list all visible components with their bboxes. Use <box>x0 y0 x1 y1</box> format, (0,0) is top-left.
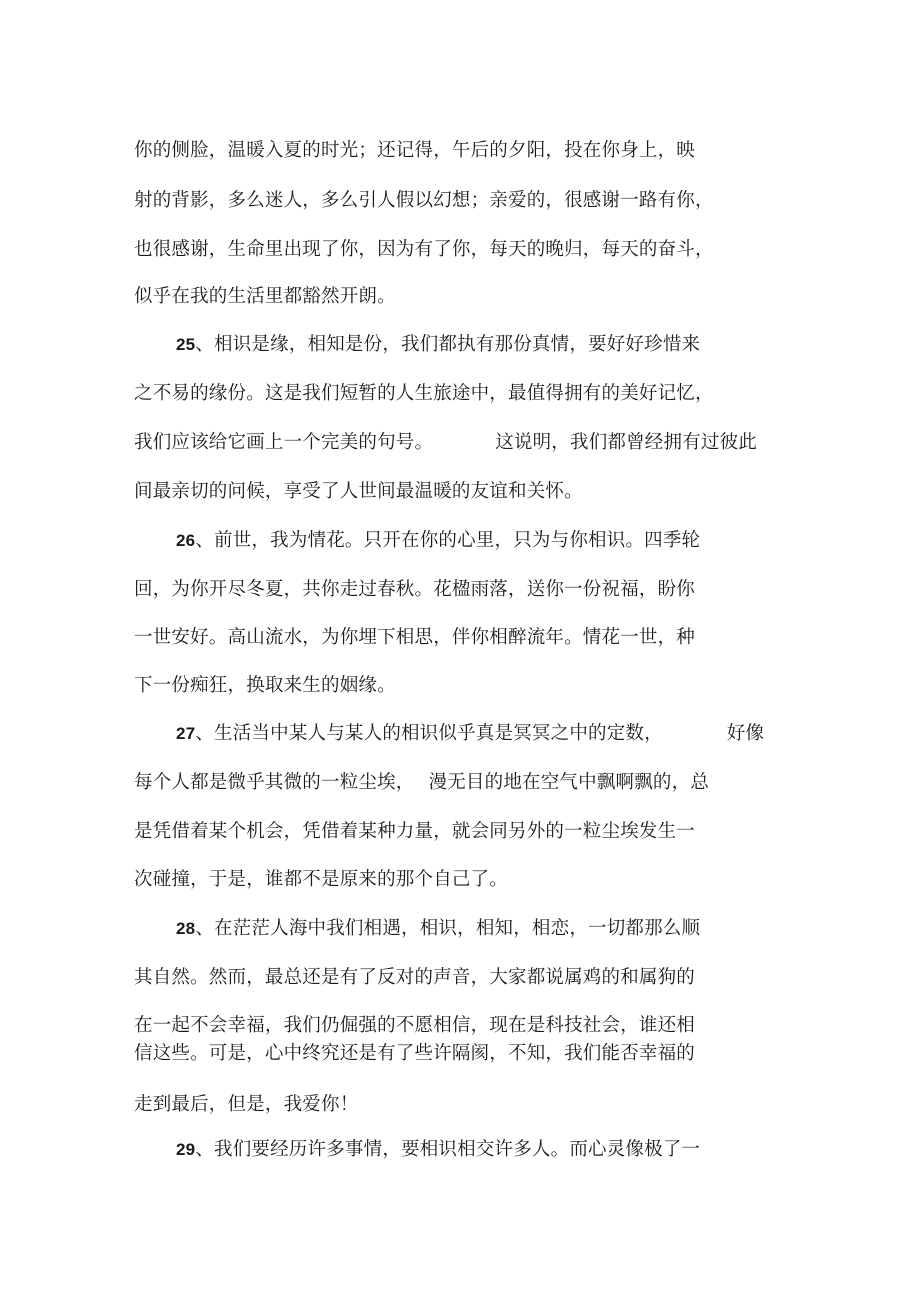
paragraph-26-number: 26 <box>176 531 196 550</box>
paragraph-28-line-3: 在一起不会幸福，我们仍倔强的不愿相信，现在是科技社会，谁还相 <box>134 1015 696 1036</box>
paragraph-24-line-1: 你的侧脸，温暖入夏的时光；还记得，午后的夕阳，投在你身上，映 <box>134 140 696 161</box>
paragraph-27-line-2 <box>134 771 709 795</box>
paragraph-26-line-2: 回，为你开尽冬夏，共你走过春秋。花楹雨落，送你一份祝福，盼你 <box>134 579 696 600</box>
paragraph-25-number: 25 <box>176 335 196 354</box>
paragraph-28-line-1-text: 、在茫茫人海中我们相遇，相识，相知，相恋，一切都那么顺 <box>195 918 701 939</box>
paragraph-27-line-1a: 、生活当中某人与某人的相识似乎真是冥冥之中的定数， <box>195 723 663 744</box>
paragraph-25-line-4: 间最亲切的问候，享受了人世间最温暖的友谊和关怀。 <box>134 481 583 502</box>
paragraph-26-line-3: 一世安好。高山流水，为你埋下相思，伴你相醉流年。情花一世，种 <box>134 627 696 648</box>
paragraph-27-line-2b: 漫无目的地在空气中飘啊飘的，总 <box>428 772 710 793</box>
paragraph-25-line-3b: 这说明，我们都曾经拥有过彼此 <box>495 432 758 453</box>
paragraph-27-line-4: 次碰撞，于是，谁都不是原来的那个自己了。 <box>134 869 509 890</box>
paragraph-24-line-3: 也很感谢，生命里出现了你，因为有了你，每天的晚归，每天的奋斗， <box>134 239 714 260</box>
paragraph-25-line-3 <box>134 431 757 455</box>
paragraph-25-line-1 <box>176 333 700 357</box>
paragraph-26-line-1 <box>176 529 700 553</box>
paragraph-27-line-1b: 好像 <box>726 723 765 744</box>
paragraph-25-line-3a: 我们应该给它画上一个完美的句号。 <box>134 432 434 453</box>
paragraph-29-line-1-text: 、我们要经历许多事情，要相识相交许多人。而心灵像极了一 <box>195 1139 701 1160</box>
paragraph-24-line-2: 射的背影，多么迷人，多么引人假以幻想；亲爱的，很感谢一路有你， <box>134 190 714 211</box>
paragraph-24-line-4: 似乎在我的生活里都豁然开朗。 <box>134 286 396 307</box>
paragraph-26-line-1-text: 、前世，我为情花。只开在你的心里，只为与你相识。四季轮 <box>195 530 701 551</box>
paragraph-26-line-4: 下一份痴狂，换取来生的姻缘。 <box>134 675 396 696</box>
paragraph-27-line-2a: 每个人都是微乎其微的一粒尘埃， <box>134 772 415 793</box>
paragraph-27-line-1 <box>176 722 764 746</box>
paragraph-25-line-2: 之不易的缘份。这是我们短暂的人生旅途中，最值得拥有的美好记忆， <box>134 383 714 404</box>
paragraph-29-number: 29 <box>176 1140 196 1159</box>
paragraph-28-line-1 <box>176 917 700 941</box>
paragraph-28-line-4: 信这些。可是，心中终究还是有了些许隔阂，不知，我们能否幸福的 <box>134 1043 696 1064</box>
paragraph-27-number: 27 <box>176 724 196 743</box>
paragraph-29-line-1 <box>176 1138 700 1162</box>
paragraph-28-line-5: 走到最后，但是，我爱你！ <box>134 1094 359 1115</box>
paragraph-27-line-3: 是凭借着某个机会，凭借着某种力量，就会同另外的一粒尘埃发生一 <box>134 821 696 842</box>
paragraph-28-line-2: 其自然。然而，最总还是有了反对的声音，大家都说属鸡的和属狗的 <box>134 967 696 988</box>
paragraph-28-number: 28 <box>176 919 196 938</box>
paragraph-25-line-1-text: 、相识是缘，相知是份，我们都执有那份真情，要好好珍惜来 <box>195 334 701 355</box>
